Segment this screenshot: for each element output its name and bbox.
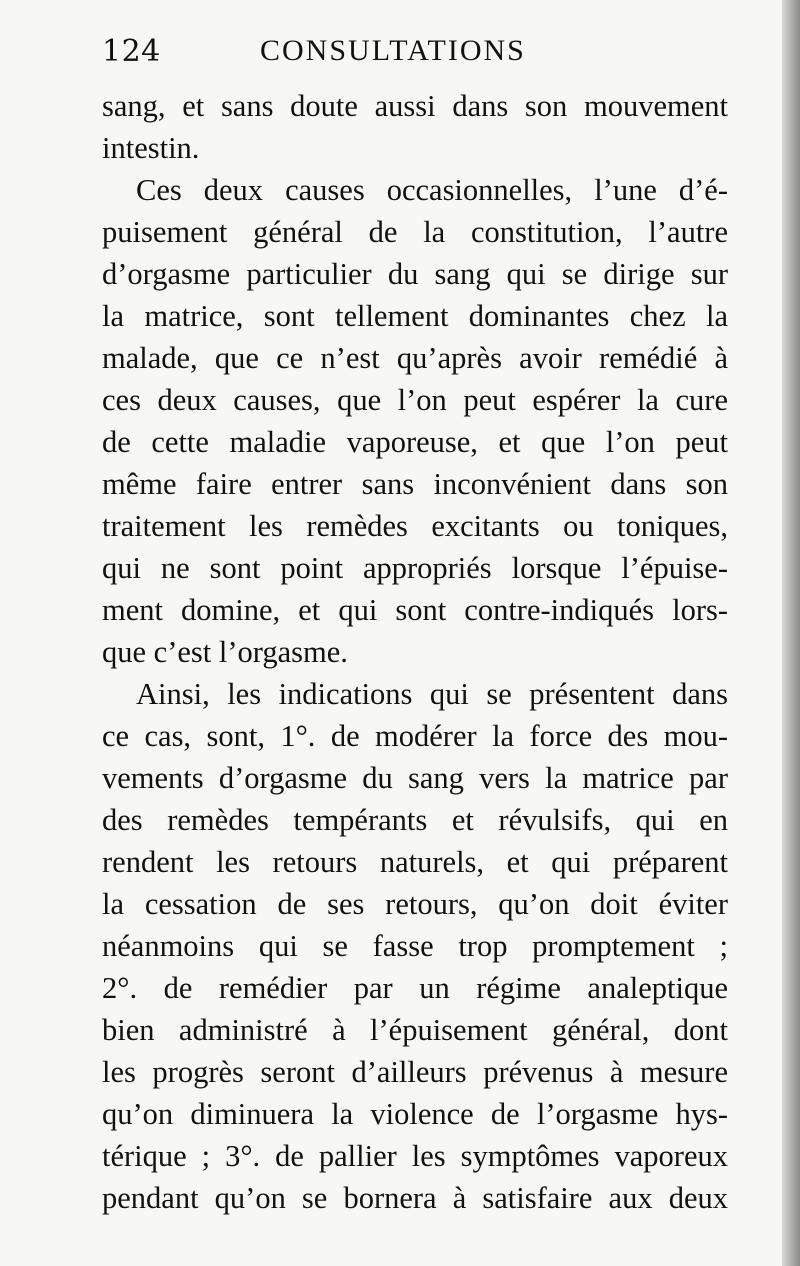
text-line: sang, et sans doute aussi dans son mouvement <box>102 89 728 123</box>
text-line: que c’est l’orgasme. <box>102 635 348 669</box>
text-line: rendent les retours naturels, et qui préparent <box>102 845 728 879</box>
running-title: CONSULTATIONS <box>260 34 526 67</box>
text-line: intestin. <box>102 131 200 165</box>
paragraph-first-line: Ainsi, les indications qui se présentent dans <box>136 677 728 711</box>
text-line: même faire entrer sans inconvénient dans son <box>102 467 728 501</box>
text-line: pendant qu’on se bornera à satisfaire aux deux <box>102 1181 728 1215</box>
text-line: néanmoins qui se fasse trop promptement ; <box>102 929 728 963</box>
text-line: malade, que ce n’est qu’après avoir remédié à <box>102 341 728 375</box>
text-line: ment domine, et qui sont contre-indiqués lors- <box>102 593 728 627</box>
page-header <box>100 30 720 78</box>
text-line: des remèdes tempérants et révulsifs, qui en <box>102 803 728 837</box>
text-line: térique ; 3°. de pallier les symptômes vaporeux <box>102 1139 728 1173</box>
text-line: 2°. de remédier par un régime analeptique <box>102 971 728 1005</box>
page-edge-shadow <box>782 0 800 1266</box>
text-line: la matrice, sont tellement dominantes chez la <box>102 299 728 333</box>
text-line: de cette maladie vaporeuse, et que l’on peut <box>102 425 728 459</box>
body-text <box>102 85 728 1219</box>
text-line: ces deux causes, que l’on peut espérer la cure <box>102 383 728 417</box>
text-line: la cessation de ses retours, qu’on doit éviter <box>102 887 728 921</box>
text-line: traitement les remèdes excitants ou toniques, <box>102 509 728 543</box>
text-line: les progrès seront d’ailleurs prévenus à mesure <box>102 1055 728 1089</box>
text-line: puisement général de la constitution, l’autre <box>102 215 728 249</box>
text-line: vements d’orgasme du sang vers la matrice par <box>102 761 728 795</box>
text-line: qu’on diminuera la violence de l’orgasme hys- <box>102 1097 728 1131</box>
text-line: ce cas, sont, 1°. de modérer la force des mou- <box>102 719 728 753</box>
text-line: d’orgasme particulier du sang qui se dirige sur <box>102 257 728 291</box>
paragraph-first-line: Ces deux causes occasionnelles, l’une d’é- <box>136 173 728 207</box>
page-number: 124 <box>102 34 161 69</box>
text-line: qui ne sont point appropriés lorsque l’épuise- <box>102 551 728 585</box>
text-line: bien administré à l’épuisement général, dont <box>102 1013 728 1047</box>
